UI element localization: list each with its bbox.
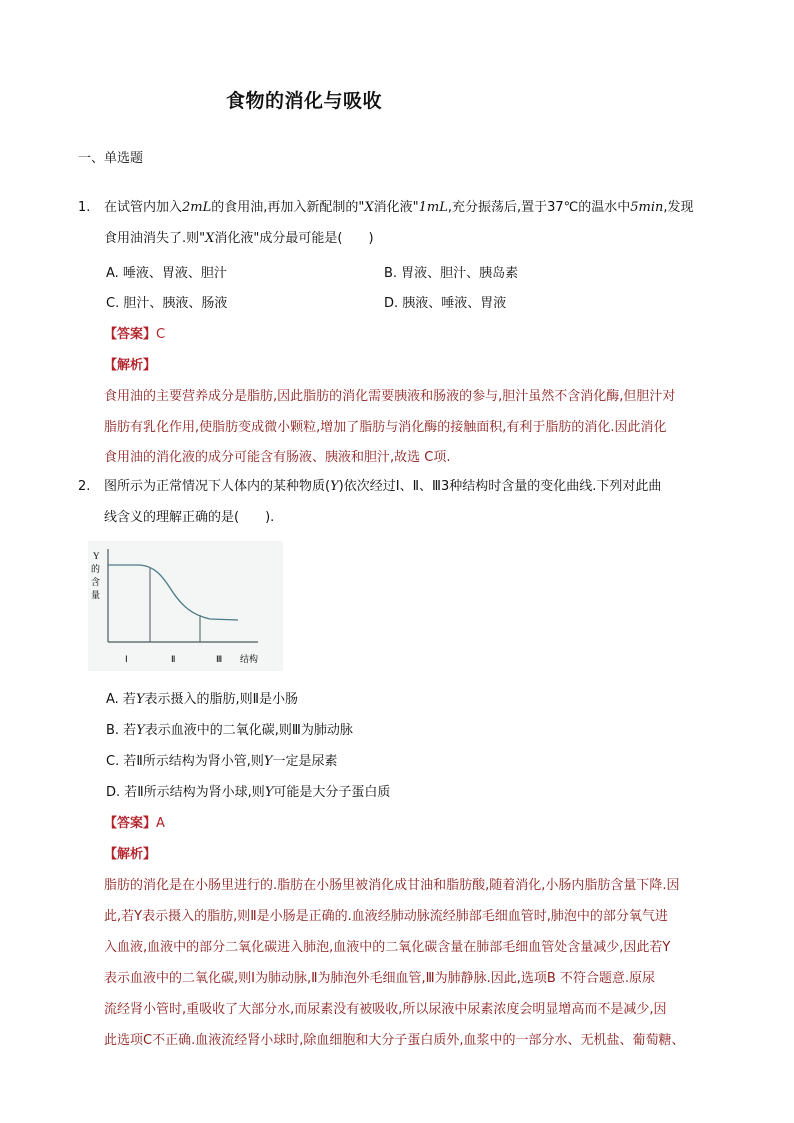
section-heading: 一、单选题	[78, 151, 144, 166]
q2-analysis-line: 此选项C不正确.血液流经肾小球时,除血细胞和大分子蛋白质外,血浆中的一部分水、无机盐、葡萄糖、	[104, 1033, 685, 1048]
q1-text: 消化液"成分最可能是( )	[214, 231, 374, 246]
q2-text: 图所示为正常情况下人体内的某种物质(	[104, 479, 331, 494]
page-title: 食物的消化与吸收	[226, 90, 383, 112]
q1-text: 消化液"	[373, 200, 419, 215]
option-text: 表示摄入的脂肪,则Ⅱ是小肠	[144, 692, 299, 707]
q2-analysis-line: 此,若Y表示摄入的脂肪,则Ⅱ是小肠是正确的.血液经肺动脉流经肺部毛细血管时,肺泡中的部分氧气进	[104, 909, 668, 924]
option-math: Y	[263, 754, 273, 769]
q1-option-d[interactable]: D. 胰液、唾液、胃液	[384, 296, 507, 311]
q1-math: 5min	[630, 200, 664, 215]
q2-stem-line2: 线含义的理解正确的是( ).	[104, 510, 275, 525]
q1-number: 1.	[78, 200, 91, 215]
q2-stem-line1	[104, 478, 661, 496]
figure-x-label-2: Ⅱ	[171, 654, 176, 664]
q1-text: 的食用油,再加入新配制的"	[211, 200, 365, 215]
option-math: Y	[136, 723, 145, 738]
option-text: D. 若Ⅱ所示结构为肾小球,则	[106, 785, 265, 800]
q1-analysis-line: 食用油的主要营养成分是脂肪,因此脂肪的消化需要胰液和肠液的参与,胆汁虽然不含消化酶,但胆汁对	[104, 389, 676, 404]
q1-text: 在试管内加入	[104, 200, 183, 215]
q2-number: 2.	[78, 479, 91, 494]
option-text: A. 若	[106, 692, 136, 707]
q1-option-b[interactable]: B. 胃液、胆汁、胰岛素	[384, 266, 519, 281]
figure-y-label: 含	[91, 577, 101, 587]
q1-stem-line2	[104, 230, 374, 248]
q2-math: Y	[330, 479, 339, 494]
option-math: Y	[264, 785, 274, 800]
q2-option-d[interactable]	[106, 781, 390, 800]
q2-option-a[interactable]	[106, 688, 298, 707]
option-text: C. 若Ⅱ所示结构为肾小管,则	[106, 754, 264, 769]
figure-x-label-1: Ⅰ	[125, 654, 128, 664]
q1-math: 1mL	[418, 200, 448, 215]
q2-analysis-line: 入血液,血液中的部分二氧化碳进入肺泡,血液中的二氧化碳含量在肺部毛细血管处含量减少,因此若Y	[104, 940, 671, 955]
q1-analysis-line: 食用油的消化液的成分可能含有肠液、胰液和胆汁,故选 C项.	[104, 450, 451, 465]
option-text: 可能是大分子蛋白质	[273, 785, 391, 800]
q2-option-b[interactable]	[106, 719, 353, 738]
q1-math: 2mL	[182, 200, 212, 215]
option-text: 表示血液中的二氧化碳,则Ⅲ为肺动脉	[144, 723, 353, 738]
q1-math: X	[364, 200, 374, 215]
q1-analysis-label: 【解析】	[104, 358, 157, 373]
q2-analysis-line: 脂肪的消化是在小肠里进行的.脂肪在小肠里被消化成甘油和脂肪酸,随着消化,小肠内脂肪含量下降.因	[104, 878, 680, 893]
q1-answer	[104, 323, 165, 342]
q1-option-a[interactable]: A. 唾液、胃液、胆汁	[106, 266, 227, 281]
figure-y-label: Y	[93, 551, 100, 561]
option-math: Y	[135, 692, 145, 707]
q1-text: ,发现	[663, 200, 694, 215]
figure-x-label-end: 结构	[240, 654, 259, 664]
content-curve-figure	[88, 541, 283, 671]
figure-x-label-3: Ⅲ	[216, 654, 223, 664]
q2-text: )依次经过Ⅰ、Ⅱ、Ⅲ3种结构时含量的变化曲线.下列对此曲	[338, 479, 662, 494]
figure-y-label: 的	[91, 564, 101, 574]
q2-analysis-line: 表示血液中的二氧化碳,则Ⅰ为肺动脉,Ⅱ为肺泡外毛细血管,Ⅲ为肺静脉.因此,选项B 不符合题意.原尿	[104, 971, 656, 986]
answer-value: C	[156, 327, 166, 342]
q1-text: ,充分振荡后,置于37℃的温水中	[447, 200, 631, 215]
option-text: B. 若	[106, 723, 137, 738]
q2-analysis-label: 【解析】	[104, 847, 157, 862]
q2-answer	[104, 812, 165, 831]
q1-math: X	[205, 231, 215, 246]
figure-curve	[108, 565, 238, 620]
q1-stem-line1	[104, 199, 694, 217]
option-text: 一定是尿素	[272, 754, 338, 769]
answer-label: 【答案】	[104, 816, 157, 831]
q1-text: 食用油消失了.则"	[104, 231, 206, 246]
q2-option-c[interactable]	[106, 750, 337, 769]
q2-analysis-line: 流经肾小管时,重吸收了大部分水,而尿素没有被吸收,所以尿液中尿素浓度会明显增高而不是减少,因	[104, 1002, 667, 1017]
q1-analysis-line: 脂肪有乳化作用,使脂肪变成微小颗粒,增加了脂肪与消化酶的接触面积,有利于脂肪的消化.因此消化	[104, 420, 667, 435]
curve-figure-svg	[88, 541, 283, 671]
figure-y-label: 量	[91, 590, 101, 600]
answer-label: 【答案】	[104, 327, 157, 342]
q1-option-c[interactable]: C. 胆汁、胰液、肠液	[106, 296, 228, 311]
answer-value: A	[156, 816, 165, 831]
